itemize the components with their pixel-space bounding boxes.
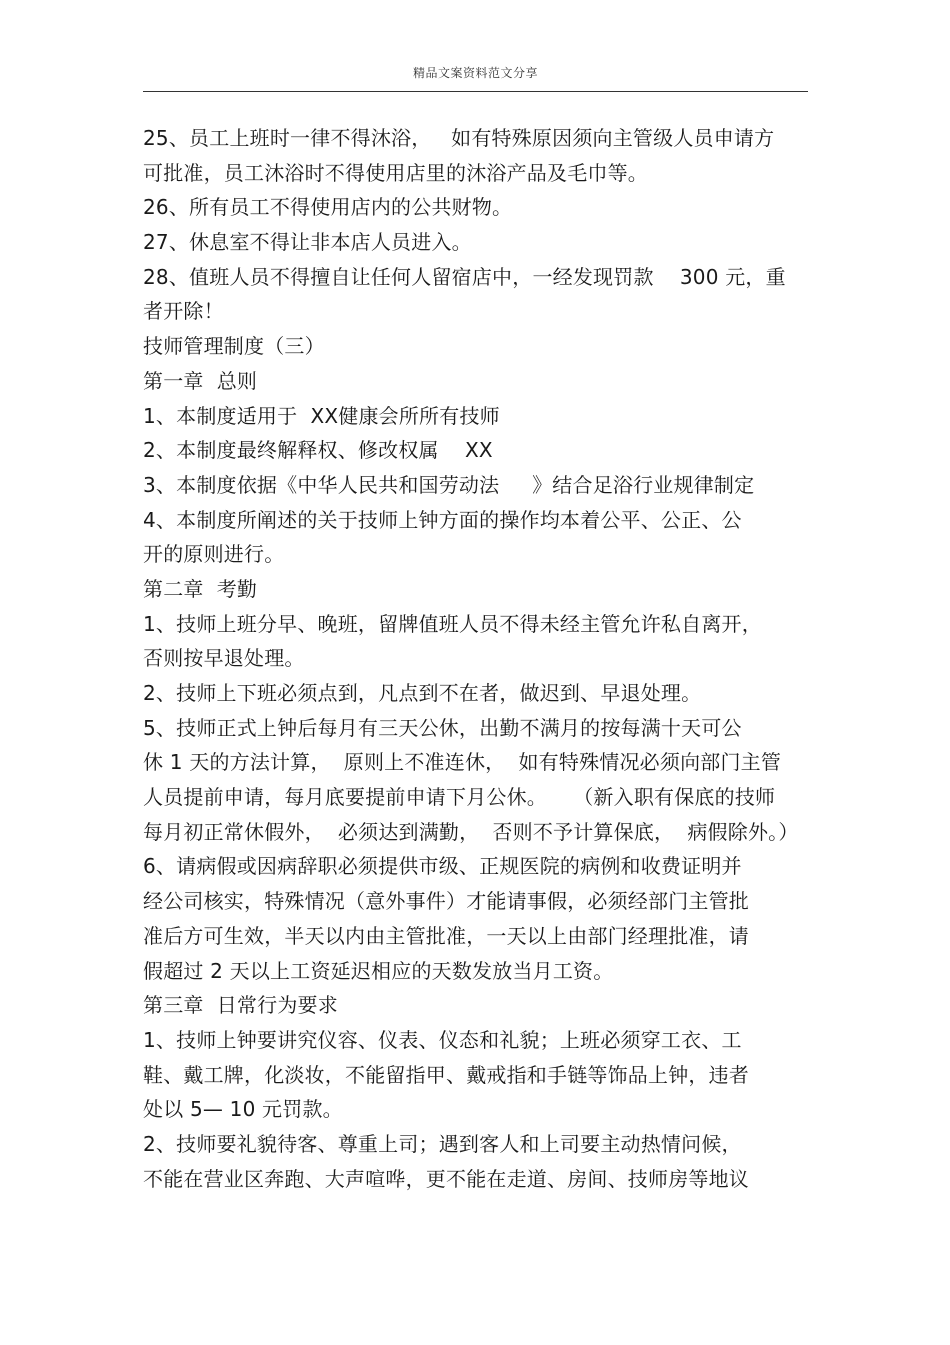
text-line: 1、技师上班分早、晚班，留牌值班人员不得未经主管允许私自离开， <box>143 611 762 636</box>
text-line: 假超过 2 天以上工资延迟相应的天数发放当月工资。 <box>143 958 614 983</box>
text-line: 28、值班人员不得擅自让任何人留宿店中，一经发现罚款 300 元，重 <box>143 264 786 289</box>
text-line: 每月初正常休假外， 必须达到满勤， 否则不予计算保底， 病假除外。） <box>143 819 799 844</box>
text-line: 2、本制度最终解释权、修改权属 XX <box>143 438 493 463</box>
text-line: 可批准，员工沐浴时不得使用店里的沐浴产品及毛巾等。 <box>143 160 648 185</box>
chapter-heading: 第一章 总则 <box>143 368 258 393</box>
chapter-heading: 第二章 考勤 <box>143 576 258 601</box>
text-line: 25、员工上班时一律不得沐浴， 如有特殊原因须向主管级人员申请方 <box>143 126 775 150</box>
text-line: 不能在营业区奔跑、大声喧哗，更不能在走道、房间、技师房等地议 <box>143 1166 749 1191</box>
text-line: 开的原则进行。 <box>143 542 285 567</box>
text-line: 2、技师上下班必须点到，凡点到不在者，做迟到、早退处理。 <box>143 681 702 705</box>
text-line: 处以 5— 10 元罚款。 <box>143 1097 343 1122</box>
header-divider <box>143 91 808 92</box>
text-line: 27、休息室不得让非本店人员进入。 <box>143 230 472 255</box>
section-title: 技师管理制度（三） <box>143 334 325 359</box>
chapter-heading: 第三章 日常行为要求 <box>143 993 338 1018</box>
text-line: 3、本制度依据《中华人民共和国劳动法 》结合足浴行业规律制定 <box>143 472 755 497</box>
text-line: 1、本制度适用于 XX健康会所所有技师 <box>143 403 500 428</box>
text-line: 否则按早退处理。 <box>143 646 305 671</box>
text-line: 5、技师正式上钟后每月有三天公休，出勤不满月的按每满十天可公 <box>143 715 742 740</box>
text-line: 者开除！ <box>143 299 224 324</box>
text-line: 人员提前申请，每月底要提前申请下月公休。 （新入职有保底的技师 <box>143 785 776 810</box>
text-line: 6、请病假或因病辞职必须提供市级、正规医院的病例和收费证明并 <box>143 854 742 879</box>
text-line: 2、技师要礼貌待客、尊重上司；遇到客人和上司要主动热情问候， <box>143 1131 742 1156</box>
page-header-title: 精品文案资料范文分享 <box>412 66 538 80</box>
document-body <box>143 121 823 1196</box>
text-line: 休 1 天的方法计算， 原则上不准连休， 如有特殊情况必须向部门主管 <box>143 750 782 775</box>
text-line: 鞋、戴工牌，化淡妆，不能留指甲、戴戒指和手链等饰品上钟，违者 <box>143 1062 749 1087</box>
text-line: 26、所有员工不得使用店内的公共财物。 <box>143 195 513 220</box>
text-line: 经公司核实，特殊情况（意外事件）才能请事假，必须经部门主管批 <box>143 889 749 914</box>
text-line: 4、本制度所阐述的关于技师上钟方面的操作均本着公平、公正、公 <box>143 507 742 532</box>
text-line: 准后方可生效，半天以内由主管批准，一天以上由部门经理批准，请 <box>143 923 749 948</box>
text-line: 1、技师上钟要讲究仪容、仪表、仪态和礼貌；上班必须穿工衣、工 <box>143 1027 742 1052</box>
